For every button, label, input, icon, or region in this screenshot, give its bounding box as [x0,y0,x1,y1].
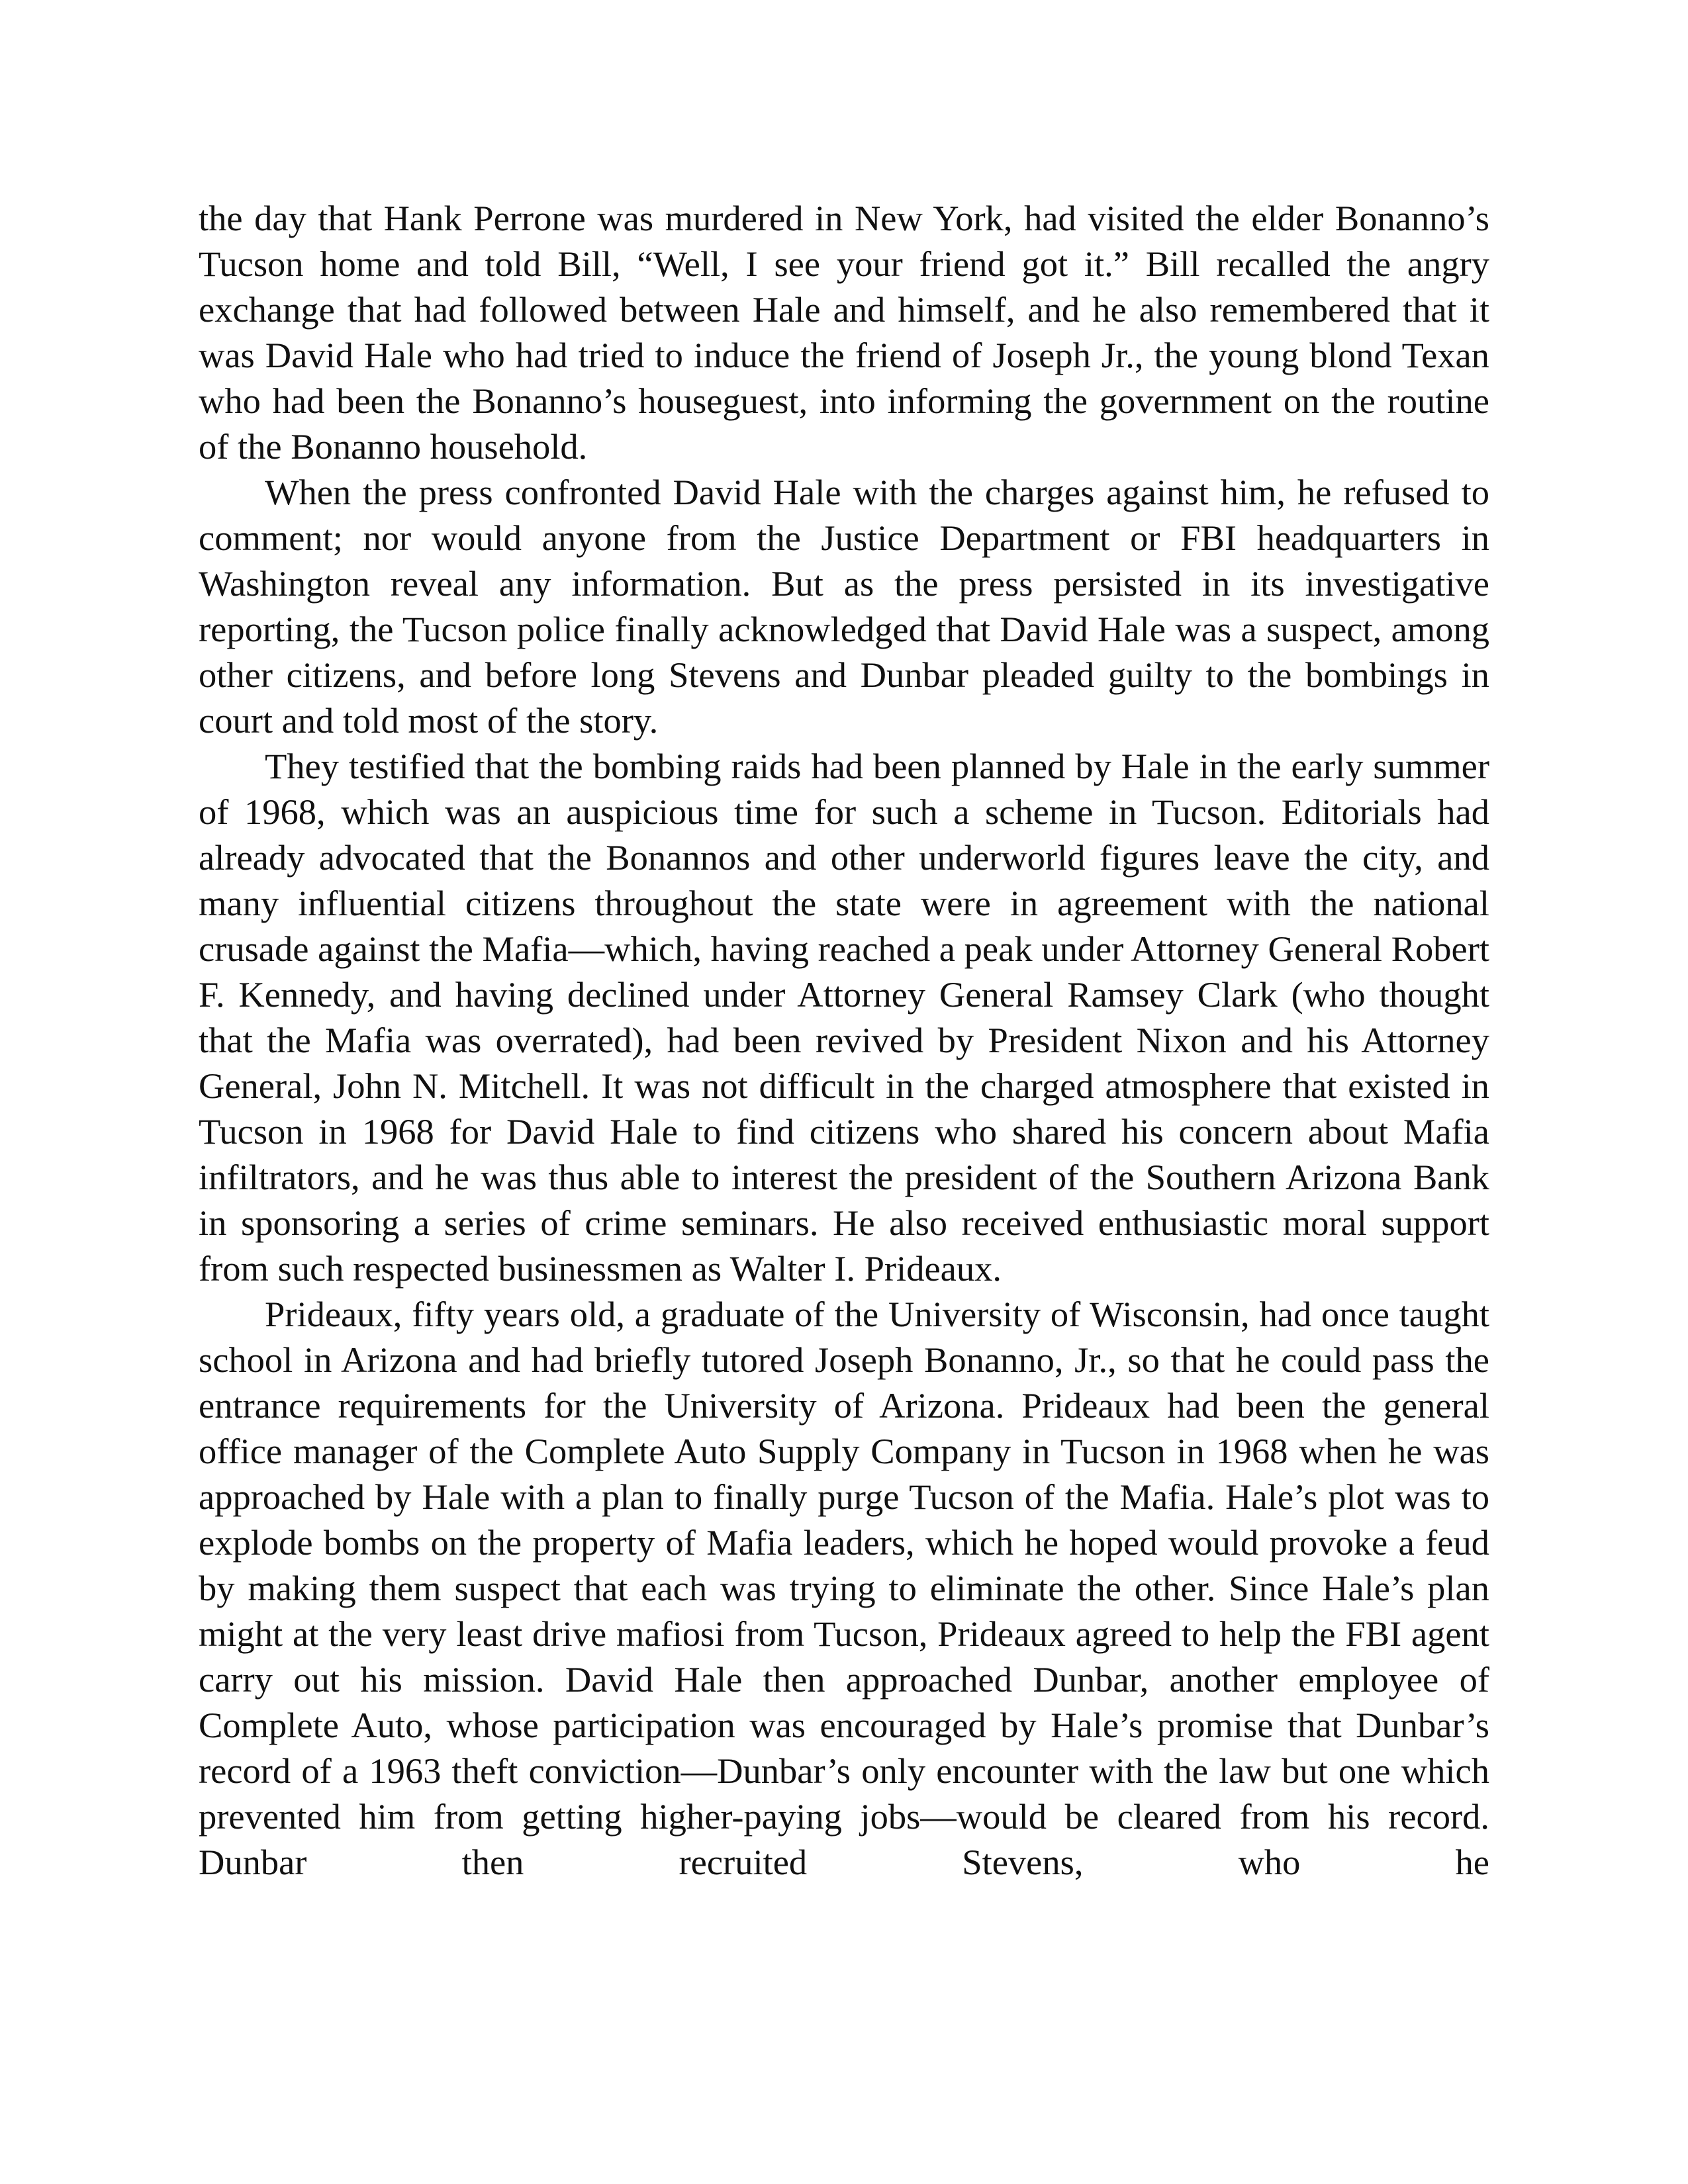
book-page [199,195,1489,1885]
paragraph-2: When the press confronted David Hale with the charges against him, he refused to comment; nor would anyone from the Justice Department or FBI headquarters in Washington reveal any information. But as the press persisted in its investigative reporting, the Tucson police finally acknowledged that David Hale was a suspect, among other citizens, and before long Stevens and Dunbar pleaded guilty to the bombings in court and told most of the story. [199,472,1489,741]
paragraph-3: They testified that the bombing raids had been planned by Hale in the early summer of 1968, which was an auspicious time for such a scheme in Tucson. Editorials had already advocated that the Bonannos and other underworld figures leave the city, and many influential citizens throughout the state were in agreement with the national crusade against the Mafia—which, having reached a peak under Attorney General Robert F. Kennedy, and having declined under Attorney General Ramsey Clark (who thought that the Mafia was overrated), had been revived by President Nixon and his Attorney General, John N. Mitchell. It was not difficult in the charged atmosphere that existed in Tucson in 1968 for David Hale to find citizens who shared his concern about Mafia infiltrators, and he was thus able to interest the president of the Southern Arizona Bank in sponsoring a series of crime seminars. He also received enthusiastic moral support from such respected businessmen as Walter I. Prideaux. [199,746,1489,1289]
paragraph-1: the day that Hank Perrone was murdered in New York, had visited the elder Bonanno’s Tucson home and told Bill, “Well, I see your friend got it.” Bill recalled the angry exchange that had followed between Hale and himself, and he also remembered that it was David Hale who had tried to induce the friend of Joseph Jr., the young blond Texan who had been the Bonanno’s houseguest, into informing the government on the routine of the Bonanno household. [199,198,1489,467]
paragraph-4: Prideaux, fifty years old, a graduate of the University of Wisconsin, had once taught school in Arizona and had briefly tutored Joseph Bonanno, Jr., so that he could pass the entrance requirements for the University of Arizona. Prideaux had been the general office manager of the Complete Auto Supply Company in Tucson in 1968 when he was approached by Hale with a plan to finally purge Tucson of the Mafia. Hale’s plot was to explode bombs on the property of Mafia leaders, which he hoped would provoke a feud by making them suspect that each was trying to eliminate the other. Since Hale’s plan might at the very least drive mafiosi from Tucson, Prideaux agreed to help the FBI agent carry out his mission. David Hale then approached Dunbar, another employee of Complete Auto, whose participation was encouraged by Hale’s promise that Dunbar’s record of a 1963 theft conviction—Dunbar’s only encounter with the law but one which prevented him from getting higher-paying jobs—would be cleared from his record. Dunbar then recruited Stevens, who he [199,1294,1489,1882]
